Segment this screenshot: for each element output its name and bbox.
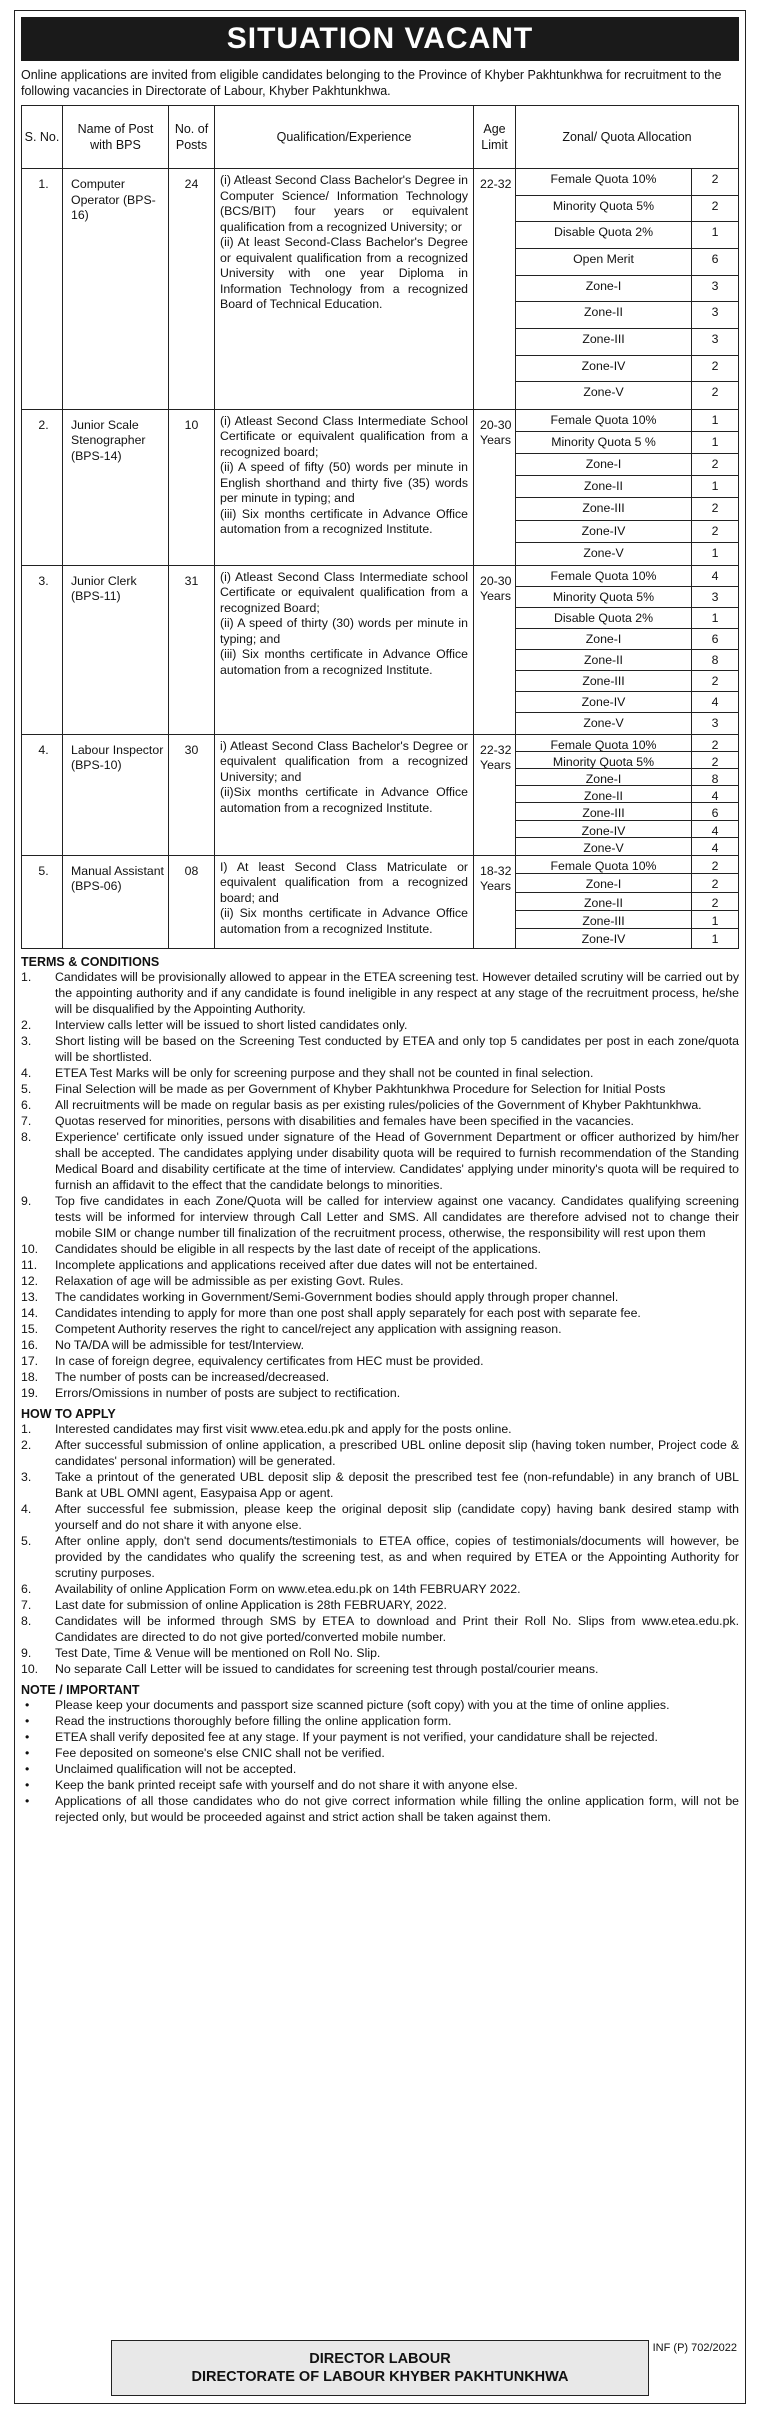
allocation-item [516, 302, 738, 329]
bullet-icon: • [25, 1793, 30, 1808]
allocation-item [516, 222, 738, 249]
qualification-line: (iii) Six months certificate in Advance Office automation from a recognized Institute. [220, 506, 468, 537]
row-allocation [516, 409, 739, 565]
qualification-line: I) At least Second Class Matriculate or equivalent qualification from a recognized board; and [220, 859, 468, 905]
row-sno: 1. [22, 169, 63, 410]
row-qualification [215, 409, 474, 565]
allocation-item [516, 498, 738, 520]
allocation-quota: Zone-V [516, 543, 692, 565]
note-item [21, 1713, 739, 1729]
allocation-quota: Zone-I [516, 454, 692, 475]
term-number: 19. [21, 1385, 39, 1400]
bullet-icon: • [25, 1745, 30, 1760]
allocation-count: 2 [711, 385, 719, 400]
row-sno: 4. [22, 734, 63, 855]
allocation-quota: Zone-II [516, 476, 692, 497]
row-qualification [215, 169, 474, 410]
term-number: 7. [21, 1113, 32, 1128]
allocation-quota: Minority Quota 5% [516, 587, 692, 607]
howto-text: After successful submission of online application, a prescribed UBL online deposit slip (having token number, Project code & candidates' personal information) will be generated. [55, 1437, 739, 1468]
allocation-count: 1 [711, 914, 719, 929]
allocation-quota: Zone-II [516, 302, 692, 328]
howto-item [21, 1613, 739, 1645]
term-item [21, 1369, 739, 1385]
allocation-count: 3 [711, 715, 719, 730]
row-post-name: Computer Operator (BPS-16) [63, 169, 169, 410]
term-number: 13. [21, 1289, 39, 1304]
term-item [21, 1289, 739, 1305]
term-item [21, 1017, 739, 1033]
allocation-item [516, 196, 738, 223]
term-text: Errors/Omissions in number of posts are subject to rectification. [55, 1385, 401, 1400]
allocation-item [516, 382, 738, 409]
allocation-item [516, 856, 738, 874]
term-item [21, 1193, 739, 1241]
allocation-item [516, 432, 738, 454]
note-text: Read the instructions thoroughly before filling the online application form. [55, 1713, 452, 1728]
directorate-name: DIRECTORATE OF LABOUR KHYBER PAKHTUNKHWA [191, 2369, 569, 2385]
howto-item [21, 1421, 739, 1437]
allocation-quota: Female Quota 10% [516, 169, 692, 195]
note-item [21, 1793, 739, 1825]
qualification-line: i) Atleast Second Class Bachelor's Degree or equivalent qualification from a recognized University; and [220, 738, 468, 784]
notes-list [21, 1697, 739, 1825]
allocation-quota: Zone-IV [516, 356, 692, 382]
bullet-icon: • [25, 1729, 30, 1744]
term-number: 9. [21, 1193, 32, 1208]
allocation-count: 2 [711, 895, 719, 910]
term-number: 12. [21, 1273, 39, 1288]
howto-text: Test Date, Time & Venue will be mentioned on Roll No. Slip. [55, 1645, 381, 1660]
bullet-icon: • [25, 1761, 30, 1776]
term-number: 14. [21, 1305, 39, 1320]
allocation-quota: Minority Quota 5% [516, 752, 692, 768]
allocation-count: 1 [711, 225, 719, 240]
header-alloc: Zonal/ Quota Allocation [516, 106, 739, 169]
row-qualification [215, 734, 474, 855]
allocation-count: 4 [711, 823, 719, 838]
header-num: No. of Posts [169, 106, 215, 169]
note-item [21, 1697, 739, 1713]
howto-number: 5. [21, 1533, 32, 1548]
term-text: Interview calls letter will be issued to short listed candidates only. [55, 1017, 408, 1032]
row-age-limit: 22-32 Years [474, 734, 516, 855]
allocation-quota: Zone-IV [516, 929, 692, 947]
howto-text: After online apply, don't send documents/testimonials to ETEA office, copies of testimonials/documents will however, be provided by the candidates who qualify the screening test, as and when required by ETEA or the Appointing Authority for scrutiny purposes. [55, 1533, 739, 1580]
allocation-item [516, 276, 738, 303]
row-age-limit: 18-32 Years [474, 855, 516, 948]
allocation-count: 2 [711, 198, 719, 213]
qualification-line: (ii) Six months certificate in Advance Office automation from a recognized Institute. [220, 906, 468, 936]
allocation-quota: Zone-II [516, 786, 692, 802]
term-number: 3. [21, 1033, 32, 1048]
allocation-item [516, 476, 738, 498]
note-text: ETEA shall verify deposited fee at any stage. If your payment is not verified, your candidature shall be rejected. [55, 1729, 658, 1744]
row-num-posts: 30 [169, 734, 215, 855]
term-number: 1. [21, 969, 32, 984]
row-post-name: Manual Assistant (BPS-06) [63, 855, 169, 948]
note-item [21, 1729, 739, 1745]
note-text: Applications of all those candidates who do not give correct information while filling the online application form, will not be rejected only, but would be proceeded against and strict action shall be taken against them. [55, 1793, 739, 1824]
term-item [21, 1129, 739, 1193]
allocation-count: 1 [711, 545, 719, 560]
term-text: All recruitments will be made on regular basis as per existing rules/policies of the Government of Khyber Pakhtunkhwa. [55, 1097, 702, 1112]
allocation-quota: Zone-III [516, 911, 692, 928]
qualification-line: (i) Atleast Second Class Intermediate School Certificate or equivalent qualification from a recognized board; [220, 413, 468, 459]
howto-item [21, 1597, 739, 1613]
allocation-count: 2 [711, 501, 719, 516]
allocation-quota: Zone-V [516, 713, 692, 734]
row-sno: 2. [22, 409, 63, 565]
allocation-item [516, 650, 738, 671]
intro-text: Online applications are invited from eligible candidates belonging to the Province of Khyber Pakhtunkhwa for recruitment to the following vacancies in Directorate of Labour, Khyber Pakhtunkhwa. [21, 68, 722, 98]
howto-item [21, 1533, 739, 1581]
allocation-item [516, 874, 738, 892]
allocation-quota: Zone-I [516, 629, 692, 649]
table-row [22, 565, 739, 734]
allocation-count: 2 [711, 457, 719, 472]
row-qualification [215, 565, 474, 734]
howto-number: 1. [21, 1421, 32, 1436]
advertisement [14, 10, 746, 2404]
table-header-row [22, 106, 739, 169]
allocation-item [516, 454, 738, 476]
allocation-count: 8 [711, 652, 719, 667]
allocation-count: 4 [711, 789, 719, 804]
qualification-line: (ii)Six months certificate in Advance Office automation from a recognized Institute. [220, 785, 468, 815]
terms-heading: TERMS & CONDITIONS [21, 954, 160, 969]
allocation-quota: Zone-III [516, 498, 692, 519]
header-age: Age Limit [474, 106, 516, 169]
term-text: No TA/DA will be admissible for test/Interview. [55, 1337, 304, 1352]
allocation-item [516, 356, 738, 383]
allocation-item [516, 786, 738, 803]
allocation-count: 2 [711, 858, 719, 873]
term-item [21, 1321, 739, 1337]
howto-item [21, 1581, 739, 1597]
allocation-count: 3 [711, 331, 719, 346]
allocation-item [516, 671, 738, 692]
allocation-item [516, 769, 738, 786]
howto-text: Candidates will be informed through SMS by ETEA to download and Print their Roll No. Slips from www.etea.edu.pk. Candidates are directed to do not give ported/converted mobile number. [55, 1613, 739, 1644]
howto-text: Last date for submission of online Application is 28th FEBRUARY, 2022. [55, 1597, 447, 1612]
note-item [21, 1761, 739, 1777]
allocation-item [516, 329, 738, 356]
term-item [21, 1337, 739, 1353]
term-number: 5. [21, 1081, 32, 1096]
header-qual: Qualification/Experience [215, 106, 474, 169]
allocation-item [516, 543, 738, 565]
allocation-item [516, 929, 738, 947]
allocation-quota: Zone-IV [516, 821, 692, 837]
allocation-quota: Minority Quota 5% [516, 196, 692, 222]
term-number: 2. [21, 1017, 32, 1032]
allocation-item [516, 587, 738, 608]
allocation-item [516, 893, 738, 911]
allocation-item [516, 911, 738, 929]
row-sno: 3. [22, 565, 63, 734]
allocation-quota: Zone-III [516, 803, 692, 819]
term-item [21, 1113, 739, 1129]
howto-text: Interested candidates may first visit www.etea.edu.pk and apply for the posts online. [55, 1421, 512, 1436]
howto-number: 7. [21, 1597, 32, 1612]
signature-box [111, 2340, 649, 2396]
allocation-quota: Disable Quota 2% [516, 222, 692, 248]
allocation-quota: Open Merit [516, 249, 692, 275]
allocation-item [516, 838, 738, 855]
allocation-item [516, 692, 738, 713]
howto-number: 6. [21, 1581, 32, 1596]
qualification-line: (iii) Six months certificate in Advance Office automation from a recognized Institute. [220, 647, 468, 677]
bullet-icon: • [25, 1777, 30, 1792]
allocation-quota: Zone-III [516, 329, 692, 355]
term-text: Relaxation of age will be admissible as per existing Govt. Rules. [55, 1273, 404, 1288]
allocation-quota: Zone-I [516, 769, 692, 785]
term-text: The candidates working in Government/Semi-Government bodies should apply through proper channel. [55, 1289, 619, 1304]
howto-text: Availability of online Application Form on www.etea.edu.pk on 14th FEBRUARY 2022. [55, 1581, 521, 1596]
allocation-item [516, 566, 738, 587]
allocation-item [516, 410, 738, 432]
note-text: Keep the bank printed receipt safe with yourself and do not share it with anyone else. [55, 1777, 518, 1792]
note-text: Fee deposited on someone's else CNIC shall not be verified. [55, 1745, 385, 1760]
term-text: In case of foreign degree, equivalency certificates from HEC must be provided. [55, 1353, 484, 1368]
allocation-count: 4 [711, 694, 719, 709]
vacancy-table [21, 105, 739, 949]
terms-list [21, 969, 739, 1401]
howto-heading: HOW TO APPLY [21, 1406, 116, 1421]
header-post: Name of Post with BPS [63, 106, 169, 169]
howto-item [21, 1437, 739, 1469]
term-text: Quotas reserved for minorities, persons with disabilities and females have been specified in the vacancies. [55, 1113, 634, 1128]
header-sno: S. No. [22, 106, 63, 169]
qualification-line: (ii) A speed of thirty (30) words per minute in typing; and [220, 616, 468, 646]
row-post-name: Junior Scale Stenographer (BPS-14) [63, 409, 169, 565]
howto-number: 2. [21, 1437, 32, 1452]
term-item [21, 1033, 739, 1065]
allocation-quota: Female Quota 10% [516, 735, 692, 751]
row-sno: 5. [22, 855, 63, 948]
note-item [21, 1745, 739, 1761]
allocation-item [516, 803, 738, 820]
term-item [21, 1273, 739, 1289]
allocation-count: 1 [711, 435, 719, 450]
allocation-count: 1 [711, 610, 719, 625]
allocation-item [516, 752, 738, 769]
allocation-count: 8 [711, 772, 719, 787]
note-text: Please keep your documents and passport size scanned picture (soft copy) with you at the time of online applies. [55, 1697, 670, 1712]
allocation-quota: Zone-II [516, 893, 692, 910]
allocation-item [516, 821, 738, 838]
term-item [21, 1065, 739, 1081]
row-num-posts: 24 [169, 169, 215, 410]
allocation-count: 6 [711, 806, 719, 821]
allocation-count: 2 [711, 755, 719, 770]
allocation-item [516, 735, 738, 752]
row-num-posts: 31 [169, 565, 215, 734]
allocation-count: 3 [711, 278, 719, 293]
notes-heading: NOTE / IMPORTANT [21, 1682, 140, 1697]
howto-text: No separate Call Letter will be issued to candidates for screening test through postal/courier means. [55, 1661, 599, 1676]
howto-item [21, 1501, 739, 1533]
allocation-count: 3 [711, 305, 719, 320]
footer [21, 2340, 739, 2398]
page-title: SITUATION VACANT [21, 17, 739, 61]
term-number: 10. [21, 1241, 39, 1256]
bullet-icon: • [25, 1697, 30, 1712]
qualification-line: (ii) A speed of fifty (50) words per minute in English shorthand and thirty five (35) words per minute in typing; and [220, 460, 468, 506]
allocation-quota: Zone-IV [516, 521, 692, 542]
term-number: 15. [21, 1321, 39, 1336]
term-item [21, 1081, 739, 1097]
term-number: 6. [21, 1097, 32, 1112]
term-text: Short listing will be based on the Screening Test conducted by ETEA and only top 5 candidates per post in each zone/quota will be shortlisted. [55, 1033, 739, 1064]
howto-item [21, 1661, 739, 1677]
allocation-quota: Zone-II [516, 650, 692, 670]
allocation-count: 2 [711, 523, 719, 538]
allocation-count: 4 [711, 568, 719, 583]
term-item [21, 969, 739, 1017]
table-row [22, 855, 739, 948]
howto-text: After successful fee submission, please keep the original deposit slip (candidate copy) having bank desired stamp with yourself and do not share it with anyone else. [55, 1501, 739, 1532]
row-age-limit: 20-30 Years [474, 409, 516, 565]
row-allocation [516, 855, 739, 948]
bullet-icon: • [25, 1713, 30, 1728]
allocation-item [516, 521, 738, 543]
allocation-quota: Female Quota 10% [516, 856, 692, 873]
allocation-item [516, 608, 738, 629]
row-allocation [516, 169, 739, 410]
table-row [22, 169, 739, 410]
allocation-count: 2 [711, 877, 719, 892]
allocation-count: 1 [711, 412, 719, 427]
term-text: Competent Authority reserves the right to cancel/reject any application with assigning reason. [55, 1321, 562, 1336]
row-allocation [516, 565, 739, 734]
term-item [21, 1097, 739, 1113]
allocation-count: 3 [711, 589, 719, 604]
term-text: ETEA Test Marks will be only for screening purpose and they shall not be counted in final selection. [55, 1065, 594, 1080]
row-allocation [516, 734, 739, 855]
note-text: Unclaimed qualification will not be accepted. [55, 1761, 297, 1776]
term-number: 17. [21, 1353, 39, 1368]
term-number: 11. [21, 1257, 38, 1272]
howto-item [21, 1469, 739, 1501]
row-post-name: Junior Clerk (BPS-11) [63, 565, 169, 734]
howto-number: 3. [21, 1469, 32, 1484]
row-age-limit: 22-32 [474, 169, 516, 410]
row-age-limit: 20-30 Years [474, 565, 516, 734]
director-title: DIRECTOR LABOUR [309, 2351, 451, 2367]
row-num-posts: 10 [169, 409, 215, 565]
term-number: 16. [21, 1337, 39, 1352]
howto-list [21, 1421, 739, 1677]
allocation-quota: Female Quota 10% [516, 566, 692, 586]
allocation-count: 6 [711, 631, 719, 646]
note-item [21, 1777, 739, 1793]
table-row [22, 734, 739, 855]
allocation-count: 1 [711, 479, 719, 494]
allocation-quota: Disable Quota 2% [516, 608, 692, 628]
howto-text: Take a printout of the generated UBL deposit slip & deposit the prescribed test fee (non-refundable) in any branch of UBL Bank at UBL OMNI agent, Easypaisa App or agent. [55, 1469, 739, 1500]
term-text: Top five candidates in each Zone/Quota will be called for interview against one vacancy. Candidates qualifying screening tests will be informed for interview through Call Letter and SMS. All candidates are therefore advised not to change their mobile SIM or change number till finalization of the recruitment process, otherwise, the responsibility will rest upon them [55, 1193, 739, 1240]
howto-number: 10. [21, 1661, 39, 1676]
howto-number: 8. [21, 1613, 32, 1628]
qualification-line: (ii) At least Second-Class Bachelor's Degree or equivalent qualification from a recognized University with one year Diploma in Information Technology from a recognized Board of Technical Education. [220, 235, 468, 311]
term-text: The number of posts can be increased/decreased. [55, 1369, 330, 1384]
term-item [21, 1385, 739, 1401]
allocation-quota: Zone-V [516, 382, 692, 409]
row-qualification [215, 855, 474, 948]
term-item [21, 1257, 739, 1273]
term-item [21, 1241, 739, 1257]
term-text: Incomplete applications and applications received after due dates will not be entertained. [55, 1257, 538, 1272]
table-row [22, 409, 739, 565]
row-post-name: Labour Inspector (BPS-10) [63, 734, 169, 855]
term-item [21, 1305, 739, 1321]
allocation-quota: Zone-I [516, 276, 692, 302]
allocation-count: 2 [711, 358, 719, 373]
allocation-quota: Zone-III [516, 671, 692, 691]
allocation-quota: Zone-I [516, 874, 692, 891]
row-num-posts: 08 [169, 855, 215, 948]
howto-number: 9. [21, 1645, 32, 1660]
allocation-item [516, 713, 738, 734]
term-number: 4. [21, 1065, 32, 1080]
term-number: 18. [21, 1369, 39, 1384]
allocation-item [516, 249, 738, 276]
term-number: 8. [21, 1129, 32, 1144]
term-item [21, 1353, 739, 1369]
howto-number: 4. [21, 1501, 32, 1516]
allocation-count: 4 [711, 840, 719, 855]
howto-item [21, 1645, 739, 1661]
allocation-quota: Female Quota 10% [516, 410, 692, 431]
qualification-line: (i) Atleast Second Class Bachelor's Degree in Computer Science/ Information Technology (BCS/BIT) four years or equivalent qualification from a recognized University; or [220, 173, 468, 234]
allocation-quota: Zone-IV [516, 692, 692, 712]
allocation-count: 2 [711, 673, 719, 688]
term-text: Candidates should be eligible in all respects by the last date of receipt of the applications. [55, 1241, 542, 1256]
term-text: Candidates will be provisionally allowed to appear in the ETEA screening test. However detailed scrutiny will be carried out by the appointing authority and if any candidate is found ineligible in any respect at any stage of the recruitment process, he/she will be disqualified by the Appointing Authority. [55, 969, 739, 1016]
term-text: Candidates intending to apply for more than one post shall apply separately for each post with separate fee. [55, 1305, 641, 1320]
allocation-quota: Minority Quota 5 % [516, 432, 692, 453]
allocation-count: 2 [711, 172, 719, 186]
qualification-line: (i) Atleast Second Class Intermediate school Certificate or equivalent qualification from a recognized Board; [220, 569, 468, 615]
allocation-count: 6 [711, 251, 719, 266]
term-text: Experience' certificate only issued under signature of the Head of Government Department or officer authorized by him/her shall be accepted. The candidates applying under disability quota will be required to furnish recommendation of the Standing Medical Board and disability certificate at the time of interview. Candidates' applying under minority's quota will be required to furnish an affidavit to the effect that the candidate belongs to minorities. [55, 1129, 739, 1192]
term-text: Final Selection will be made as per Government of Khyber Pakhtunkhwa Procedure for Selection for Initial Posts [55, 1081, 666, 1096]
allocation-item [516, 169, 738, 196]
allocation-count: 1 [711, 932, 719, 947]
allocation-count: 2 [711, 737, 719, 752]
allocation-quota: Zone-V [516, 838, 692, 855]
reference-number: INF (P) 702/2022 [652, 2342, 737, 2354]
allocation-item [516, 629, 738, 650]
